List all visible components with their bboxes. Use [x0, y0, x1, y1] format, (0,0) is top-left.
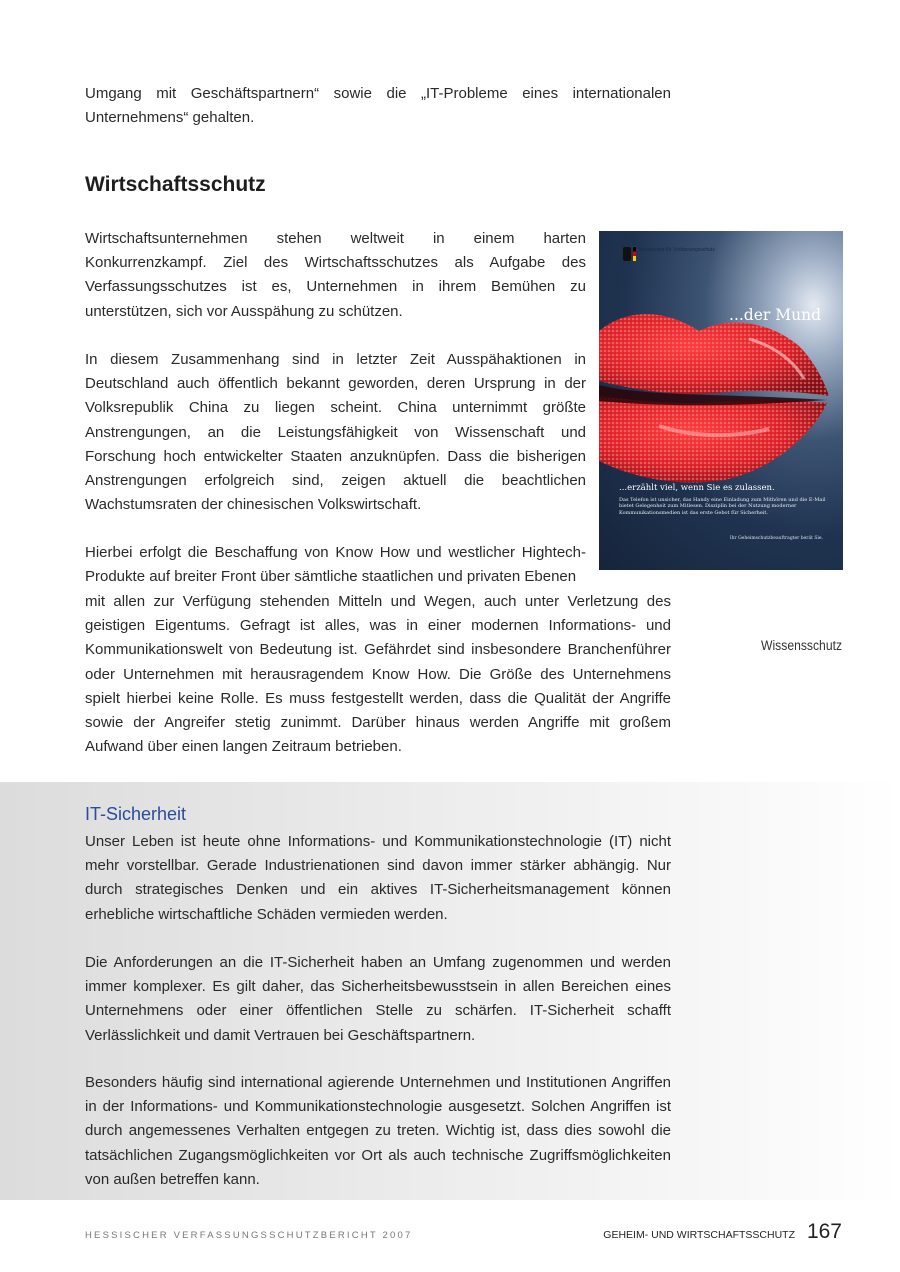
it-sicherheit-paragraph-3: Besonders häufig sind international agierende Unternehmen und Institutionen Angriffen in der Informations- und Kommunikationstechnologie ausgesetzt. Solchen Angriffen ist durch angemessenes Verhalten entgegen zu treten. Wichtig ist, dass dies sowohl die tatsächlichen Zugangsmöglichkeiten vor Ort als auch technische Zugriffsmöglichkeiten von außen betreffen kann. — [85, 1074, 671, 1188]
wirtschaftsschutz-paragraph-3-start: Hierbei erfolgt die Beschaffung von Know How und westlicher Hightech-Produkte auf breiter Front über sämtliche staatlichen und privaten Ebenen — [85, 544, 586, 586]
it-sicherheit-paragraph-1: Unser Leben ist heute ohne Informations- und Kommunikationstechnologie (IT) nicht mehr vorstellbar. Gerade Industrienationen sind davon immer stärker abhängig. Nur durch strategisches Denken und ein aktives IT-Sicherheitsmanagement können erhebliche wirtschaftliche Schäden vermieden werden. — [85, 833, 671, 923]
poster-caption: Wissensschutz — [760, 638, 842, 653]
intro-paragraph: Umgang mit Geschäftspartnern“ sowie die „IT-Probleme eines internationalen Unternehmens“ gehalten. — [85, 85, 671, 127]
poster-image — [599, 231, 843, 570]
section-heading-wirtschaftsschutz: Wirtschaftsschutz — [85, 173, 266, 196]
it-sicherheit-paragraph-2: Die Anforderungen an die IT-Sicherheit haben an Umfang zugenommen und werden immer komplexer. Es gilt daher, das Sicherheitsbewusstsein in allen Bereichen eines Unternehmens oder einer öffentlichen Stelle zu schärfen. IT-Sicherheit schafft Verlässlichkeit und damit Vertrauen bei Geschäftspartnern. — [85, 954, 671, 1044]
footer-publication-title: HESSISCHER VERFASSUNGSSCHUTZBERICHT 2007 — [85, 1230, 413, 1241]
german-flag-icon — [633, 247, 636, 261]
wirtschaftsschutz-paragraph-1: Wirtschaftsunternehmen stehen weltweit in einem harten Konkurrenzkampf. Ziel des Wirtschaftsschutzes als Aufgabe des Verfassungsschutzes ist es, Unternehmen in ihrem Bemühen zu unterstützen, sich vor Ausspähung zu schützen. — [85, 230, 586, 320]
federal-eagle-icon — [623, 247, 631, 261]
page-number: 167 — [806, 1220, 842, 1243]
poster-headline: ...der Mund — [729, 306, 821, 324]
footer-chapter-title: GEHEIM- UND WIRTSCHAFTSSCHUTZ — [603, 1229, 795, 1241]
poster-issuer: Bundesamt für Verfassungsschutz — [639, 247, 715, 253]
poster-small-text: Das Telefon ist unsicher, das Handy eine Einladung zum Mithören und die E-Mail bietet Gelegenheit zum Mitlesen. Disziplin bei der Nutzung moderner Kommunikationsmedien ist das erste Gebot für Sicherheit. — [619, 497, 826, 516]
wirtschaftsschutz-paragraph-2: In diesem Zusammenhang sind in letzter Zeit Ausspähaktionen in Deutschland auch öffentlich bekannt geworden, deren Ursprung in der Volksrepublik China zu liegen scheint. China unternimmt größte Anstrengungen, an die Leistungsfähigkeit von Wissenschaft und Forschung hoch entwickelter Staaten anzuknüpfen. Dass die bisherigen Anstrengungen erfolgreich sind, zeigen aktuell die beachtlichen Wachstumsraten der chinesischen Volkswirtschaft. — [85, 351, 586, 514]
wirtschaftsschutz-paragraph-3-rest: mit allen zur Verfügung stehenden Mitteln und Wegen, auch unter Verletzung des geistigen Eigentums. Gefragt ist alles, was in einer modernen Informations- und Kommunikationswelt von Bedeutung ist. Gefährdet sind insbesondere Branchenführer oder Unternehmen mit herausragendem Know How. Die Größe des Unternehmens spielt hierbei keine Rolle. Es muss festgestellt werden, dass die Qualität der Angriffe sowie der Angreifer stetig zunimmt. Darüber hinaus werden Angriffe mit großem Aufwand über einen langen Zeitraum betrieben. — [85, 593, 671, 756]
lips-illustration — [599, 301, 843, 491]
poster-subline: ...erzählt viel, wenn Sie es zulassen. — [619, 483, 775, 493]
poster-small-right: Ihr Geheimschutzbeauftragter berät Sie. — [729, 536, 823, 541]
section-heading-it-sicherheit: IT-Sicherheit — [85, 804, 187, 824]
